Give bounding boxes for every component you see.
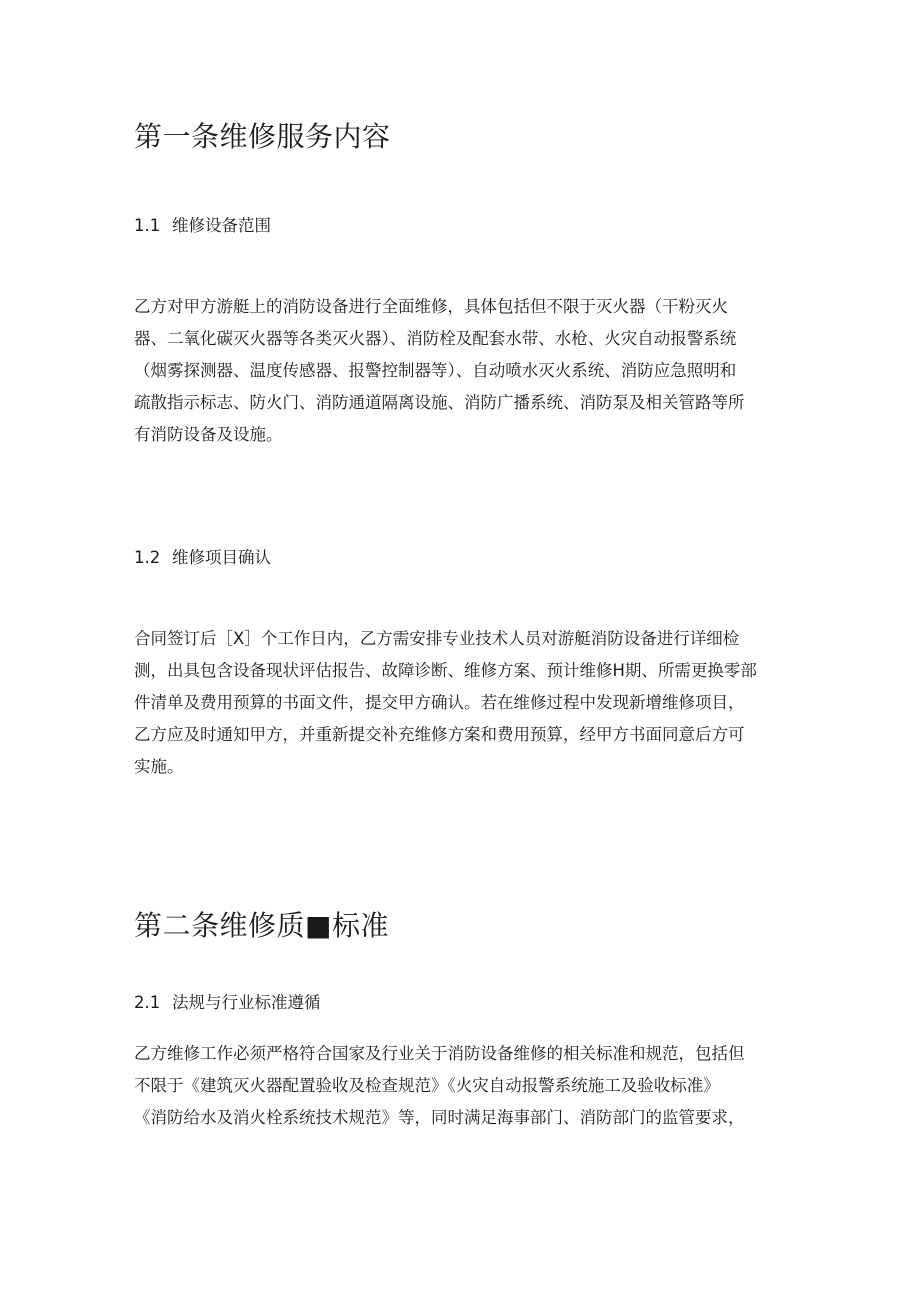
paragraph-line: 器、二氧化碳灭火器等各类灭火器）、消防栓及配套水带、水枪、火灾自动报警系统 xyxy=(134,329,737,348)
section-2-heading: 第二条维修质■标准 xyxy=(134,909,389,942)
subsection-number: 1.1 xyxy=(134,216,161,235)
paragraph-line: 件清单及费用预算的书面文件，提交甲方确认。若在维修过程中发现新增维修项目， xyxy=(134,693,745,712)
subsection-2-1-heading xyxy=(134,991,321,1015)
paragraph-line: 不限于《建筑灭火器配置验收及检查规范》《火灾自动报警系统施工及验收标准》 xyxy=(134,1076,720,1095)
paragraph-1-1 xyxy=(134,291,794,451)
paragraph-line: 有消防设备及设施。 xyxy=(134,425,283,444)
subsection-title: 维修设备范围 xyxy=(172,216,271,235)
subsection-number: 2.1 xyxy=(134,993,161,1012)
paragraph-line: 疏散指示标志、防火门、消防通道隔离设施、消防广播系统、消防泵及相关管路等所 xyxy=(134,393,745,412)
subsection-title: 维修项目确认 xyxy=(172,548,271,567)
subsection-number: 1.2 xyxy=(134,548,161,567)
paragraph-line: 乙方维修工作必须严格符合国家及行业关于消防设备维修的相关标准和规范，包括但 xyxy=(134,1044,745,1063)
subsection-1-2-heading xyxy=(134,546,271,570)
paragraph-line: 实施。 xyxy=(134,757,184,776)
paragraph-1-2 xyxy=(134,623,794,783)
subsection-1-1-heading xyxy=(134,214,271,238)
paragraph-line: 测，出具包含设备现状评估报告、故障诊断、维修方案、预计维修H期、所需更换零部 xyxy=(134,661,757,680)
paragraph-2-1 xyxy=(134,1038,794,1134)
paragraph-line: 乙方应及时通知甲方，并重新提交补充维修方案和费用预算，经甲方书面同意后方可 xyxy=(134,725,745,744)
paragraph-line: 合同签订后［X］个工作日内，乙方需安排专业技术人员对游艇消防设备进行详细检 xyxy=(134,629,740,648)
paragraph-line: 乙方对甲方游艇上的消防设备进行全面维修，具体包括但不限于灭火器（干粉灭火 xyxy=(134,297,728,316)
paragraph-line: （烟雾探测器、温度传感器、报警控制器等）、自动喷水灭火系统、消防应急照明和 xyxy=(134,361,737,380)
subsection-title: 法规与行业标准遵循 xyxy=(172,993,321,1012)
paragraph-line: 《消防给水及消火栓系统技术规范》等，同时满足海事部门、消防部门的监管要求， xyxy=(134,1108,745,1127)
section-1-heading: 第一条维修服务内容 xyxy=(134,120,391,153)
